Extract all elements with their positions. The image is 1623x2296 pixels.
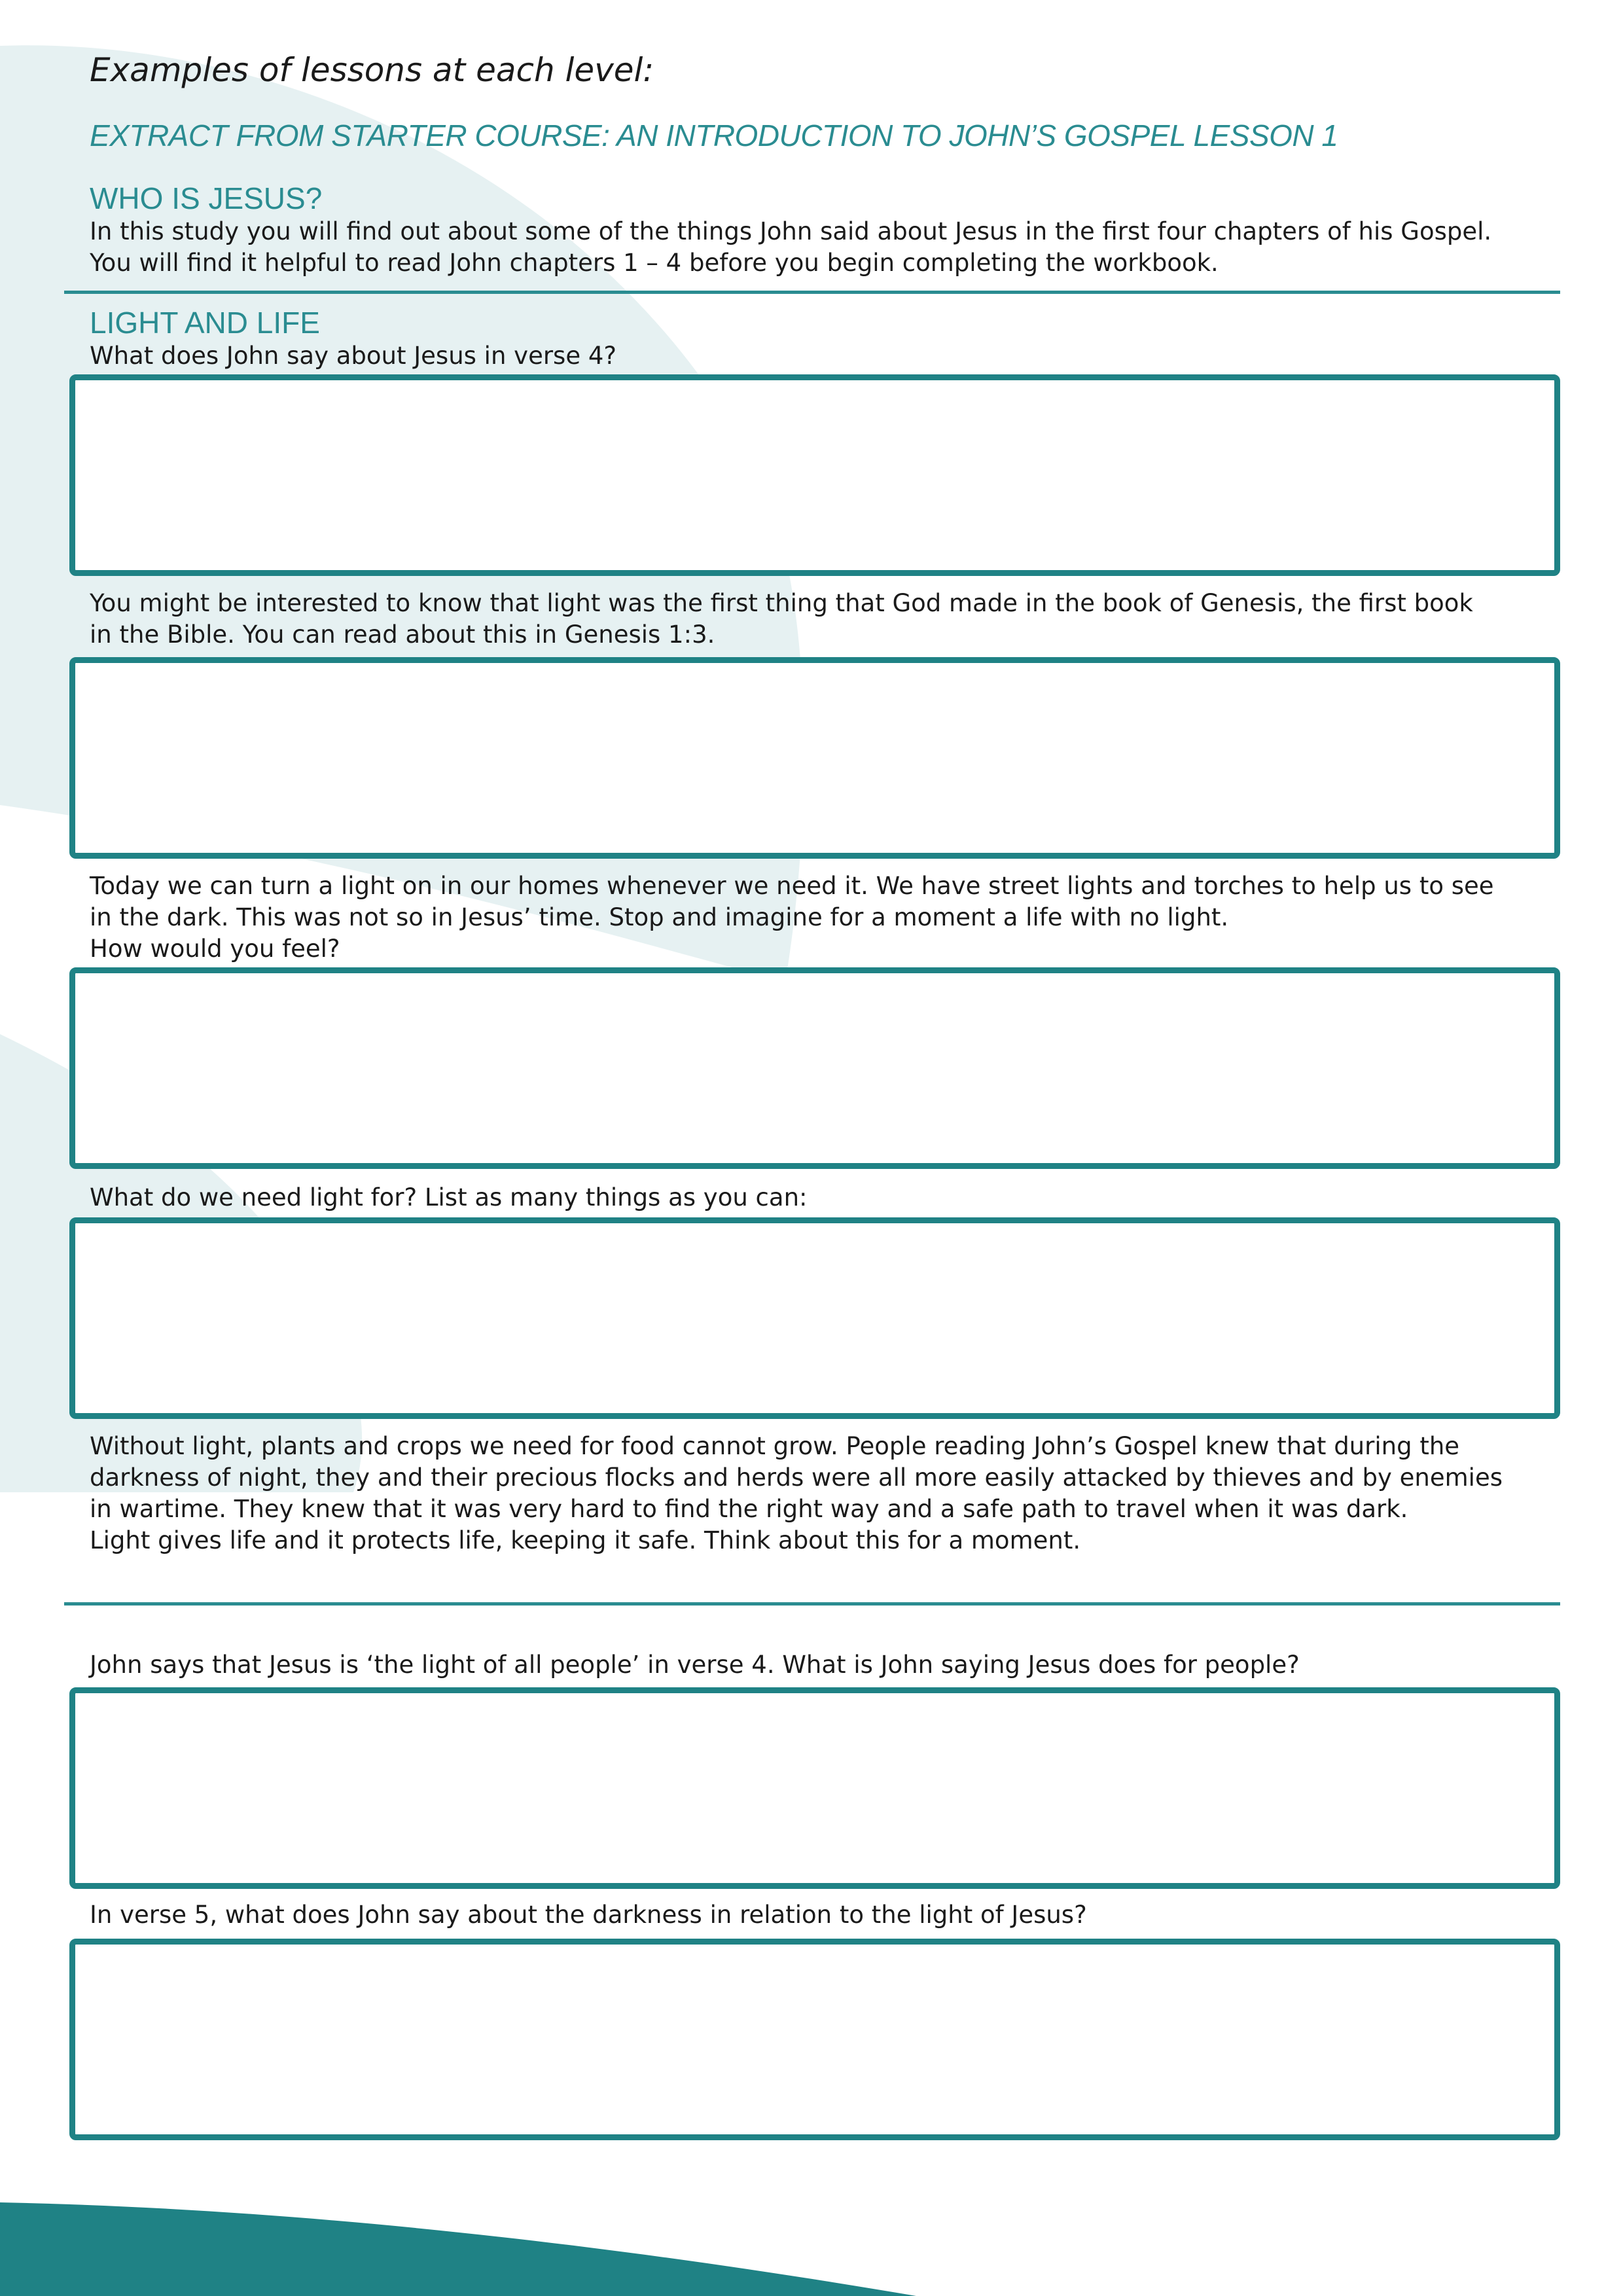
text-line: Light gives life and it protects life, keeping it safe. Think about this for a moment.	[90, 1526, 1081, 1554]
question-6	[90, 1649, 1569, 1681]
answer-box-6[interactable]	[69, 1939, 1560, 2140]
paragraph-life-without-light	[90, 870, 1569, 965]
text-line: in wartime. They knew that it was very hard to find the right way and a safe path to travel when it was dark.	[90, 1495, 1408, 1523]
question-text: John says that Jesus is ‘the light of all people’ in verse 4. What is John saying Jesus does for people?	[90, 1651, 1300, 1679]
intro-title: Examples of lessons at each level:	[90, 51, 654, 89]
answer-box-2[interactable]	[69, 657, 1560, 859]
extract-title: EXTRACT FROM STARTER COURSE: AN INTRODUCTION TO JOHN’S GOSPEL LESSON 1	[90, 118, 1338, 152]
text-line: in the Bible. You can read about this in Genesis 1:3.	[90, 620, 715, 649]
paragraph-light-gives-life	[90, 1431, 1569, 1556]
text-line: How would you feel?	[90, 935, 340, 963]
text-line: You will find it helpful to read John chapters 1 – 4 before you begin completing the workbook.	[90, 249, 1219, 277]
question-1	[90, 340, 1569, 372]
section-divider	[64, 291, 1560, 294]
text-line: Without light, plants and crops we need for food cannot grow. People reading John’s Gospel knew that during the	[90, 1432, 1460, 1460]
question-7	[90, 1899, 1569, 1931]
text-line: Today we can turn a light on in our homes whenever we need it. We have street lights and torches to help us to see	[90, 872, 1494, 900]
question-text: What do we need light for? List as many things as you can:	[90, 1183, 808, 1211]
answer-box-4[interactable]	[69, 1217, 1560, 1419]
question-text: What does John say about Jesus in verse 4?	[90, 342, 617, 370]
text-line: in the dark. This was not so in Jesus’ time. Stop and imagine for a moment a life with no light.	[90, 903, 1229, 931]
text-line: In this study you will find out about some of the things John said about Jesus in the first four chapters of his Gospel.	[90, 217, 1492, 245]
question-text: In verse 5, what does John say about the darkness in relation to the light of Jesus?	[90, 1901, 1087, 1929]
paragraph-genesis	[90, 588, 1569, 651]
section-heading-light-and-life: LIGHT AND LIFE	[90, 306, 320, 340]
text-line: darkness of night, they and their precious flocks and herds were all more easily attacked by thieves and by enemies	[90, 1463, 1503, 1492]
question-4	[90, 1182, 1569, 1213]
answer-box-1[interactable]	[69, 374, 1560, 576]
section-divider	[64, 1602, 1560, 1605]
answer-box-3[interactable]	[69, 967, 1560, 1169]
text-line: You might be interested to know that light was the first thing that God made in the book of Genesis, the first book	[90, 589, 1473, 617]
section-intro-text	[90, 216, 1569, 279]
section-heading-who-is-jesus: WHO IS JESUS?	[90, 181, 323, 215]
answer-box-5[interactable]	[69, 1687, 1560, 1889]
